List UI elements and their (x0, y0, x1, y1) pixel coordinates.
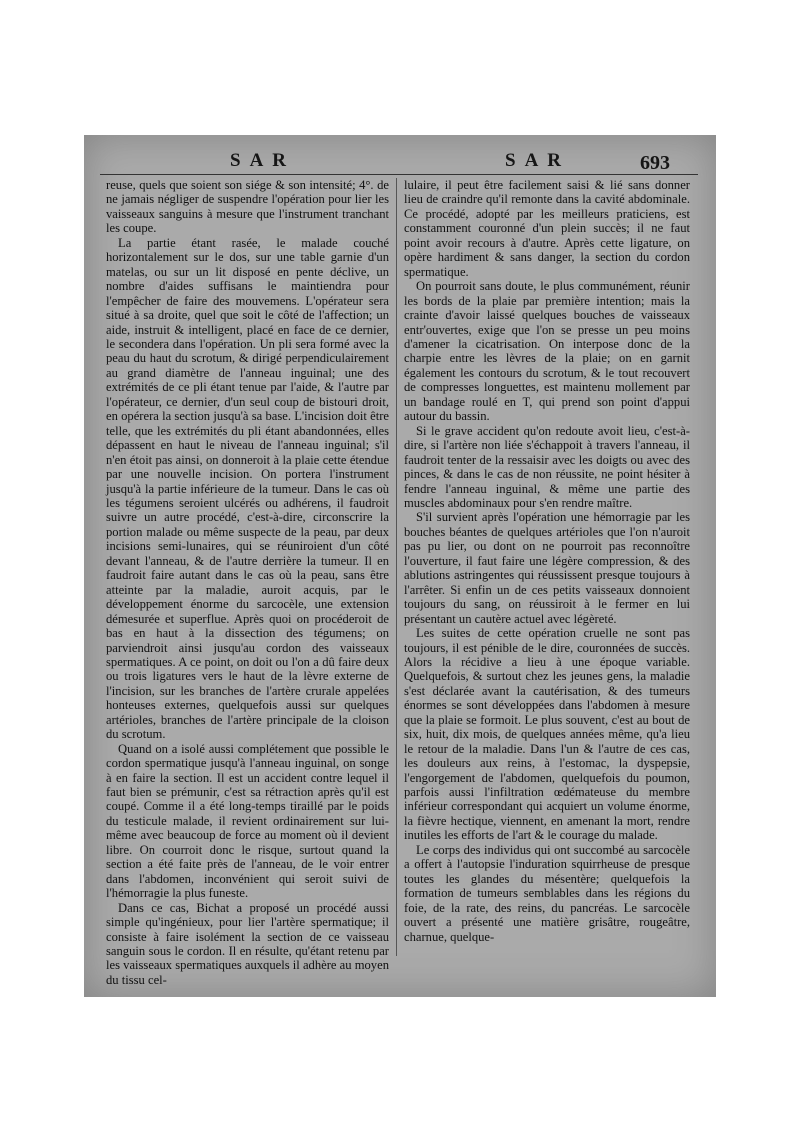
page-number: 693 (640, 152, 670, 174)
paragraph: Si le grave accident qu'on redoute avoit lieu, c'est-à-dire, si l'artère non liée s'échappoit à travers l'anneau, il faudroit tenter de la ressaisir avec les doigts ou avec des pinces, & dans le cas de non réussite, ne point hésiter à fendre l'anneau inguinal, & même une partie des muscles abdominaux pour s'en rendre maître. (404, 423, 690, 510)
paragraph: lulaire, il peut être facilement saisi & lié sans donner lieu de craindre qu'il remonte dans la cavité abdominale. Ce procédé, adopté par les meilleurs praticiens, est constamment couronné d'un plein succès; il ne faut point avoir recours à d'autre. Après cette ligature, on opère hardiment & sans danger, la section du cordon spermatique. (404, 178, 690, 279)
left-column (106, 178, 389, 987)
paragraph: S'il survient après l'opération une hémorragie par les bouches béantes de quelques artérioles que l'on n'auroit pas pu lier, ou dont on ne pourroit pas reconnoître l'ouverture, il faut faire une légère compression, & des ablutions astringentes qui réussissent presque toujours à l'arrêter. Si enfin un de ces petits vaisseaux donnoient toujours du sang, on réussiroit à le fermer en lui présentant un cautère actuel avec légèreté. (404, 510, 690, 626)
column-divider (396, 178, 397, 956)
right-column (404, 178, 690, 978)
paragraph: Dans ce cas, Bichat a proposé un procédé aussi simple qu'ingénieux, pour lier l'artère spermatique; il consiste à faire isolément la section de ce vaisseau sanguin sous le cordon. Il en résulte, qu'étant retenu par les vaisseaux spermatiques auxquels il adhère au moyen du tissu cel- (106, 900, 389, 987)
paragraph: Les suites de cette opération cruelle ne sont pas toujours, il est pénible de le dire, couronnées de succès. Alors la récidive a lieu à une époque variable. Quelquefois, & surtout chez les jeunes gens, la maladie s'est déclarée avant la cautérisation, & des tumeurs énormes se sont développées dans l'abdomen à mesure que la plaie se formoit. Le plus souvent, c'est au bout de six, huit, dix mois, de quelques années même, qu'a lieu le retour de la maladie. Dans l'un & l'autre de ces cas, les douleurs aux reins, à l'estomac, la dyspepsie, l'engorgement de l'abdomen, quelquefois du poumon, parfois aussi l'infiltration œdémateuse du membre inférieur correspondant qui acquiert un volume énorme, la fièvre hectique, viennent, en amenant la mort, rendre inutiles les efforts de l'art & le courage du malade. (404, 626, 690, 843)
running-head-left: SAR (230, 150, 296, 171)
header-rule (100, 174, 698, 175)
paragraph: Le corps des individus qui ont succombé au sarcocèle a offert à l'autopsie l'induration squirrheuse de presque toutes les glandes du mésentère; quelquefois la formation de tumeurs semblables dans les régions du foie, de la rate, des reins, du pancréas. Le sarcocèle ouvert a présenté une matière grisâtre, rougeâtre, charnue, quelque- (404, 842, 690, 944)
paragraph: On pourroit sans doute, le plus communément, réunir les bords de la plaie par première intention; mais la crainte d'avoir laissé quelques bouches de vaisseaux entr'ouvertes, exige que l'on se presse un peu moins d'amener la cicatrisation. On interpose donc de la charpie entre les lèvres de la plaie; on en garnit également les contours du scrotum, & le tout recouvert de compresses longuettes, est maintenu mollement par un bandage roulé en T, qui prend son point d'appui autour du bassin. (404, 279, 690, 424)
paragraph: Quand on a isolé aussi complétement que possible le cordon spermatique jusqu'à l'anneau inguinal, on songe à en faire la section. Il est un accident contre lequel il faut bien se prémunir, c'est sa rétraction après qu'il est coupé. Comme il a été long-temps tiraillé par le poids du testicule malade, il revient ordinairement sur lui-même avec beaucoup de force au moment où il devient libre. On courroit donc le risque, surtout quand la section a été faite près de l'anneau, de le voir entrer dans l'abdomen, inconvénient qui seroit suivi de l'hémorragie la plus funeste. (106, 741, 389, 901)
paragraph: La partie étant rasée, le malade couché horizontalement sur le dos, sur une table garnie d'un matelas, ou sur un lit disposé en pente déclive, un nombre d'aides suffisans le maintiendra pour l'empêcher de faire des mouvemens. L'opérateur sera situé à sa droite, quel que soit le côté de l'affection; un aide, instruit & intelligent, placé en face de ce dernier, le secondera dans l'opération. Un pli sera formé avec la peau du haut du scrotum, & dirigé perpendiculairement au grand diamètre de l'anneau inguinal; une des extrémités de ce pli étant tenue par l'aide, & l'autre par l'opérateur, ce dernier, d'un seul coup de bistouri droit, en opérera la section jusqu'à sa base. L'incision doit être telle, que les extrémités du pli étant abandonnées, elles dépassent en haut le niveau de l'anneau inguinal; s'il n'en étoit pas ainsi, on donneroit à la plaie cette étendue par une nouvelle incision. On portera l'instrument jusqu'à la partie inférieure de la tumeur. Dans le cas où les tégumens seroient ulcérés ou adhérens, il faudroit suivre un autre procédé, c'est-à-dire, circonscrire la portion malade ou même suspecte de la peau, par deux incisions semi-lunaires, qui se réuniroient d'un côté devant l'anneau, & de l'autre derrière la tumeur. Il en faudroit faire autant dans le cas où la peau, sans être atteinte par la maladie, auroit acquis, par le développement énorme du sarcocèle, une extension démesurée et superflue. Après quoi on procéderoit de bas en haut à la dissection des tégumens; on parviendroit ainsi jusqu'au cordon des vaisseaux spermatiques. A ce point, on doit ou l'on a dû faire deux ou trois ligatures vers le haut de la lèvre externe de l'incision, sur les branches de l'artère crurale appelées honteuses externes, quelquefois aussi sur quelques artérioles, branches de l'artère principale de la cloison du scrotum. (106, 235, 389, 742)
paragraph: reuse, quels que soient son siége & son intensité; 4°. de ne jamais négliger de suspendre l'opération pour lier les vaisseaux sanguins à mesure que l'instrument tranchant les coupe. (106, 178, 389, 236)
running-head-right: SAR (505, 150, 571, 171)
